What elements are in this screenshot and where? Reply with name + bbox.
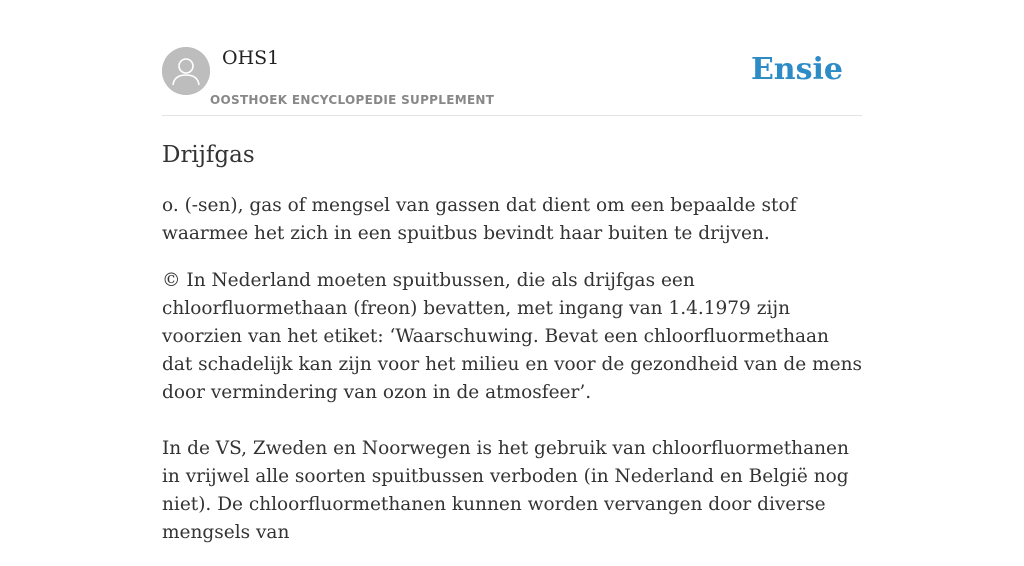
article-paragraph-international: In de VS, Zweden en Noorwegen is het gebruik van chloorfluormethanen in vrijwel alle soorten spuitbussen verboden (in Nederland en België nog niet). De chloorfluormethanen kunnen worden vervangen door diverse mengsels van xyxy=(162,438,849,543)
article-body xyxy=(162,192,862,566)
article-title: Drijfgas xyxy=(162,142,255,168)
ensie-logo-link[interactable]: Ensie xyxy=(750,52,843,87)
article-paragraph-definition: o. (-sen), gas of mengsel van gassen dat dient om een bepaalde stof waarmee het zich in een spuitbus bevindt haar buiten te drijven. xyxy=(162,195,797,244)
source-label[interactable]: OOSTHOEK ENCYCLOPEDIE SUPPLEMENT xyxy=(210,93,495,107)
article-header xyxy=(162,46,862,116)
article-paragraph-netherlands: © In Nederland moeten spuitbussen, die als drijfgas een chloorfluormethaan (freon) bevatten, met ingang van 1.4.1979 zijn voorzien van het etiket: ‘Waarschuwing. Bevat een chloorfluormethaan dat schadelijk kan zijn voor het milieu en voor de gezondheid van de mens door vermindering van ozon in de atmosfeer’. xyxy=(162,270,862,403)
author-name-link[interactable]: OHS1 xyxy=(222,47,280,69)
user-placeholder-icon[interactable] xyxy=(162,47,210,95)
